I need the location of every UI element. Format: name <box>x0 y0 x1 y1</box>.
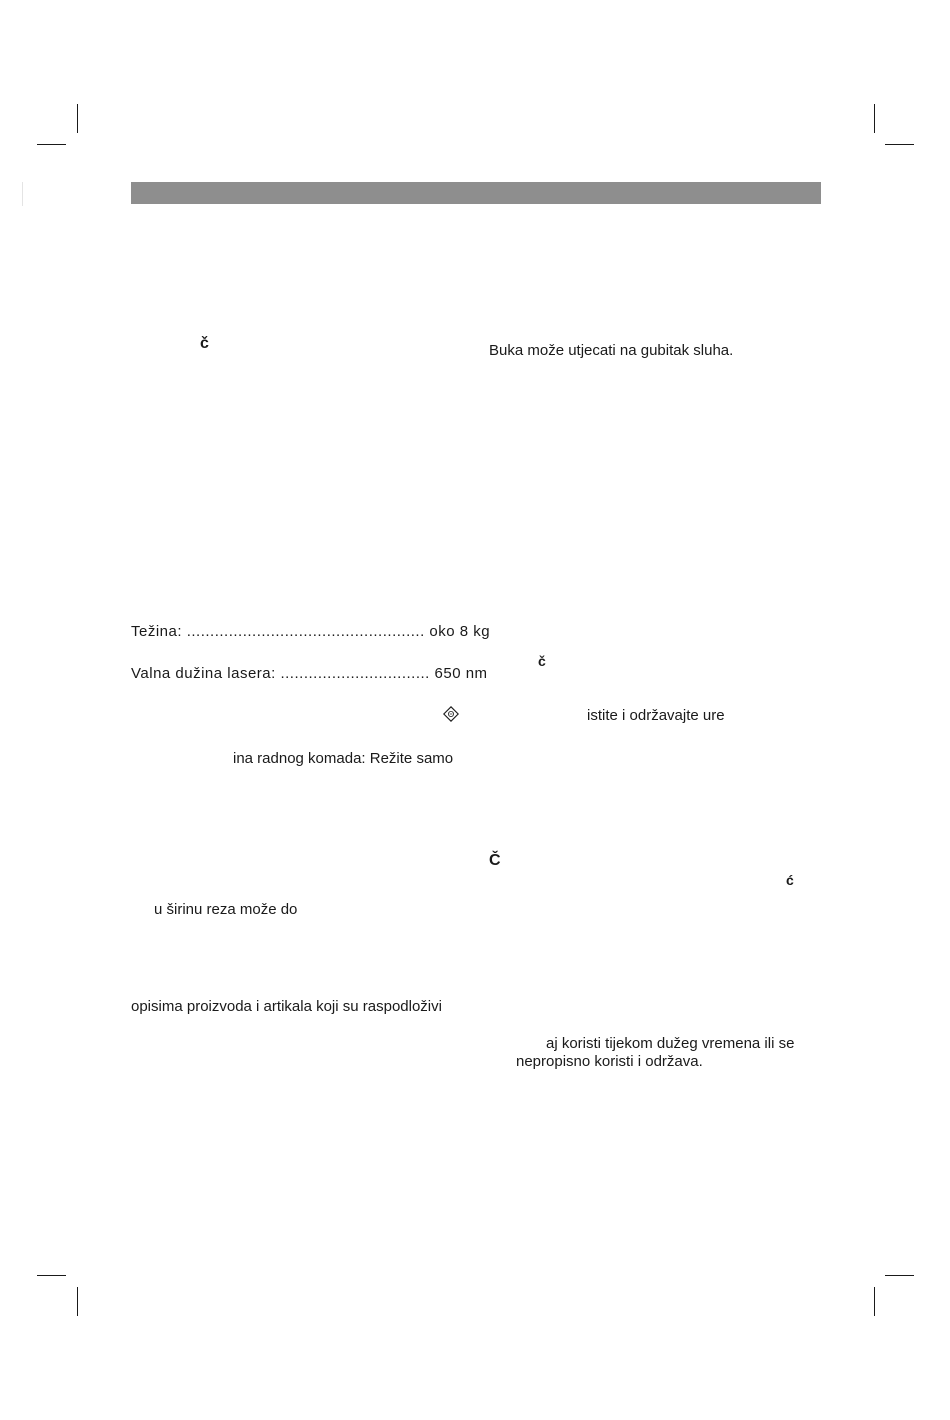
char-c-caron-small: č <box>538 653 546 669</box>
crop-mark-top-right-horizontal <box>885 144 914 145</box>
char-c-caron-capital: Č <box>489 852 501 869</box>
text-cut-width-fragment: u širinu reza može do <box>154 901 298 918</box>
text-workpiece-fragment: ina radnog komada: Režite samo <box>233 750 454 767</box>
laser-warning-diamond-icon <box>443 706 459 722</box>
crop-mark-top-right-vertical <box>874 104 875 133</box>
spec-weight: Težina: ................................................... oko 8 kg <box>131 623 491 640</box>
text-products-fragment: opisima proizvoda i artikala koji su raspodloživi <box>131 998 442 1015</box>
crop-mark-top-left-vertical <box>77 104 78 133</box>
crop-mark-top-left-horizontal <box>37 144 66 145</box>
spec-laser-wavelength: Valna dužina lasera: ................................ 650 nm <box>131 665 488 682</box>
text-use-line-1: aj koristi tijekom dužeg vremena ili se <box>546 1035 795 1052</box>
text-noise-warning: Buka može utjecati na gubitak sluha. <box>489 342 734 359</box>
crop-mark-bottom-right-horizontal <box>885 1275 914 1276</box>
crop-mark-bottom-right-vertical <box>874 1287 875 1316</box>
page-edge-mark <box>22 182 23 206</box>
crop-mark-bottom-left-horizontal <box>37 1275 66 1276</box>
char-c-acute: ć <box>786 872 794 888</box>
crop-mark-bottom-left-vertical <box>77 1287 78 1316</box>
char-c-caron: č <box>200 335 209 352</box>
text-use-line-2: nepropisno koristi i održava. <box>516 1053 703 1070</box>
header-band <box>131 182 821 204</box>
text-clean-fragment: istite i održavajte ure <box>587 707 725 724</box>
